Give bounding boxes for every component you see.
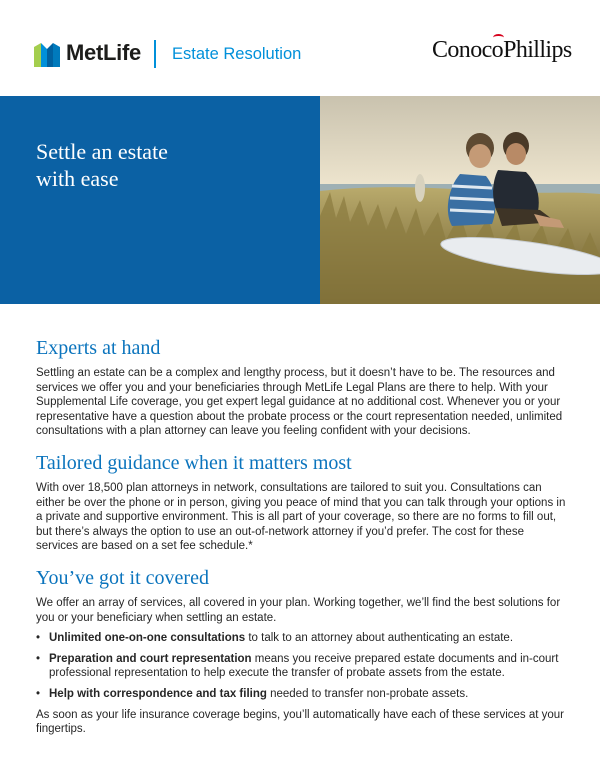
hero-title-line-2: with ease [36, 166, 119, 191]
section-outro: As soon as your life insurance coverage begins, you’ll automatically have each of these services at your fingertips. [36, 708, 565, 736]
section-covered [36, 566, 566, 737]
metlife-wordmark: MetLife [66, 40, 141, 65]
hero-title-line-1: Settle an estate [36, 139, 168, 164]
couple-on-beach-photo [320, 96, 600, 304]
conocophillips-logo [432, 37, 572, 64]
section-heading: Tailored guidance when it matters most [36, 451, 352, 474]
section-body: With over 18,500 plan attorneys in network, consultations are tailored to suit you. Consultations can either be over the phone or in person, giving you peace of mind that you can talk through your options in a private and supportive environment. This is all part of your coverage, so there are no forms to fill out, but there’s always the option to use an out-of-network attorney if you’d prefer. The cost for these services are based on a set fee schedule.* [36, 481, 566, 553]
list-item-text: to talk to an attorney about authenticating an estate. [245, 632, 514, 645]
services-list [36, 631, 566, 701]
hero-title [36, 138, 296, 192]
list-item-bold: Help with correspondence and tax filing [49, 687, 267, 700]
section-heading: Experts at hand [36, 337, 161, 359]
list-item [36, 652, 566, 681]
metlife-logo-icon [34, 41, 60, 67]
partner-name-post: Phillips [503, 37, 572, 63]
section-body: Settling an estate can be a complex and lengthy process, but it doesn’t have to be. The resources and services we offer you and your beneficiaries through MetLife Legal Plans are there to help. With your Supplemental Life coverage, you get expert legal guidance at no additional cost. Whenever you or your representative have a question about the probate process or the court representation needed, unlimited consultations with a plan attorney can leave you feeling confident with your decisions. [36, 367, 563, 438]
header-divider [154, 40, 156, 68]
hero-blue-panel [0, 96, 320, 304]
list-item-text: needed to transfer non-probate assets. [266, 687, 469, 700]
list-item [36, 631, 566, 646]
list-item-text: means you receive prepared estate documents and in-court professional representation to help execute the transfer of probate assets from the estate. [49, 652, 559, 680]
list-item-bold: Unlimited one-on-one consultations [49, 632, 246, 645]
partner-name-o: o [491, 37, 504, 63]
section-heading: You’ve got it covered [36, 566, 209, 589]
list-item [36, 687, 566, 702]
sub-brand-label: Estate Resolution [172, 45, 302, 63]
header [0, 0, 600, 96]
section-intro: We offer an array of services, all covered in your plan. Working together, we’ll find the best solutions for you or your beneficiary when settling an estate. [36, 596, 561, 624]
section-experts [36, 336, 566, 439]
partner-name-pre: Conoc [432, 37, 492, 63]
list-item-bold: Preparation and court representation [49, 652, 252, 665]
hero-banner [0, 96, 600, 304]
main-content [36, 336, 566, 749]
section-tailored-guidance [36, 451, 566, 554]
